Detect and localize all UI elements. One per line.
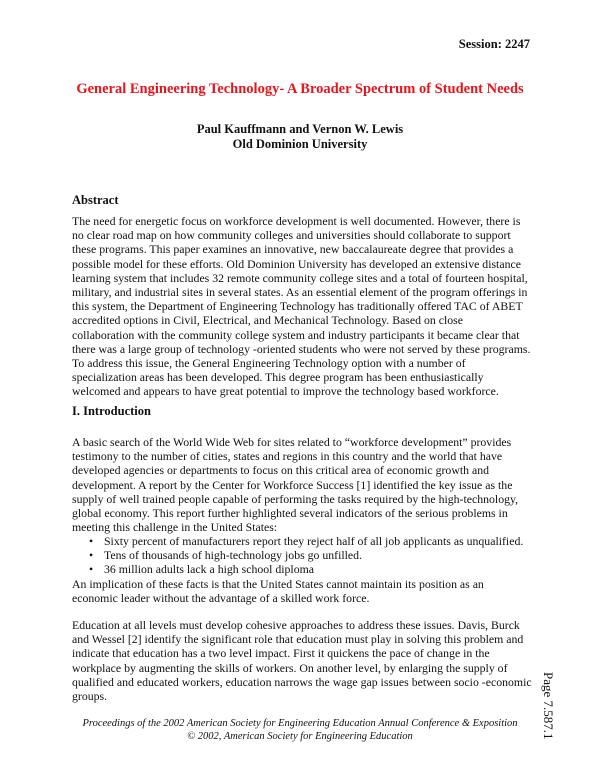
abstract-line: possible model for these efforts. Old Dominion University has developed an extensive distance — [72, 256, 521, 271]
introduction-paragraph-1 — [72, 435, 542, 534]
list-item — [72, 548, 542, 562]
bullet-icon: • — [89, 548, 94, 563]
abstract-line: welcomed and appears to have great potential to improve the technology based workforce. — [72, 384, 499, 399]
abstract-line: military, and industrial sites in several states. As an essential element of the program offerings in — [72, 285, 528, 300]
paragraph-line: indicate that education has a two level impact. First it quickens the pace of change in the — [72, 646, 490, 661]
abstract-line: collaboration with the community college system and industry participants it became clear that — [72, 327, 520, 342]
abstract-heading: Abstract — [72, 193, 119, 207]
paragraph-line: An implication of these facts is that the United States cannot maintain its position as an — [72, 577, 484, 591]
list-item — [72, 562, 542, 576]
abstract-body — [72, 214, 542, 399]
author-names: Paul Kauffmann and Vernon W. Lewis — [196, 122, 404, 136]
paragraph-line: development. A report by the Center for Workforce Success [1] identified the key issue as the — [72, 477, 513, 492]
proceedings-footer — [0, 717, 600, 743]
paragraph-line: supply of well trained people capable of performing the tasks required by the high-technology, — [72, 491, 519, 506]
abstract-line: there was a large group of technology -oriented students who were not served by these programs. — [72, 341, 531, 356]
paragraph-line: economic leader without the advantage of a skilled work force. — [72, 591, 370, 606]
indicator-list — [72, 534, 542, 577]
paragraph-line: meeting this challenge in the United States: — [72, 520, 278, 535]
abstract-line: learning system that includes 32 remote community college sites and a total of fourteen hospital, — [72, 270, 528, 285]
author-affiliation: Old Dominion University — [232, 137, 368, 151]
author-block — [0, 122, 600, 152]
paragraph-line: groups. — [72, 689, 108, 704]
page-number: Page 7.587.1 — [541, 672, 556, 740]
introduction-heading: I. Introduction — [72, 404, 151, 418]
paragraph-line: testimony to the number of cities, states and regions in this country and the world that have — [72, 449, 503, 464]
paragraph-line: Education at all levels must develop cohesive approaches to address these issues. Davis, Burck — [72, 618, 520, 632]
list-item-text: Tens of thousands of high-technology jobs go unfilled. — [104, 548, 363, 563]
list-item-text: 36 million adults lack a high school diploma — [104, 562, 315, 577]
paragraph-line: and Wessel [2] identify the significant role that education must play in solving this problem and — [72, 632, 524, 647]
abstract-line: To address this issue, the General Engineering Technology option with a number of — [72, 356, 466, 371]
paragraph-line: developed agencies or departments to focus on this critical area of economic growth and — [72, 463, 489, 478]
abstract-line: specialization areas has been developed. This degree program has been enthusiastically — [72, 370, 484, 385]
abstract-line: these programs. This paper examines an innovative, new baccalaureate degree that provides a — [72, 242, 514, 257]
paper-title: General Engineering Technology- A Broader Spectrum of Student Needs — [76, 81, 524, 97]
paragraph-line: global economy. This report further highlighted several indicators of the serious problems in — [72, 506, 508, 521]
session-number: Session: 2247 — [458, 37, 530, 51]
paragraph-line: workplace by augmenting the skills of workers. On another level, by enlarging the supply of — [72, 660, 508, 675]
list-item-text: Sixty percent of manufacturers report they reject half of all job applicants as unqualified. — [104, 534, 524, 548]
introduction-paragraph-2 — [72, 577, 542, 605]
paragraph-line: qualified and educated workers, education narrows the wage gap issues between socio -economic — [72, 674, 532, 689]
abstract-line: accredited options in Civil, Electrical, and Mechanical Technology. Based on close — [72, 313, 463, 328]
introduction-paragraph-3 — [72, 618, 542, 703]
copyright-line: © 2002, American Society for Engineering Education — [187, 731, 413, 742]
abstract-line: The need for energetic focus on workforce development is well documented. However, there is — [72, 214, 521, 228]
bullet-icon: • — [89, 534, 94, 548]
list-item — [72, 534, 542, 548]
paragraph-line: A basic search of the World Wide Web for sites related to “workforce development” provides — [72, 435, 512, 449]
bullet-icon: • — [89, 562, 94, 577]
proceedings-line: Proceedings of the 2002 American Society for Engineering Education Annual Conference & Exposition — [82, 718, 518, 729]
abstract-line: this system, the Department of Engineering Technology has traditionally offered TAC of ABET — [72, 299, 523, 314]
abstract-line: no clear road map on how community colleges and universities should collaborate to support — [72, 228, 511, 243]
